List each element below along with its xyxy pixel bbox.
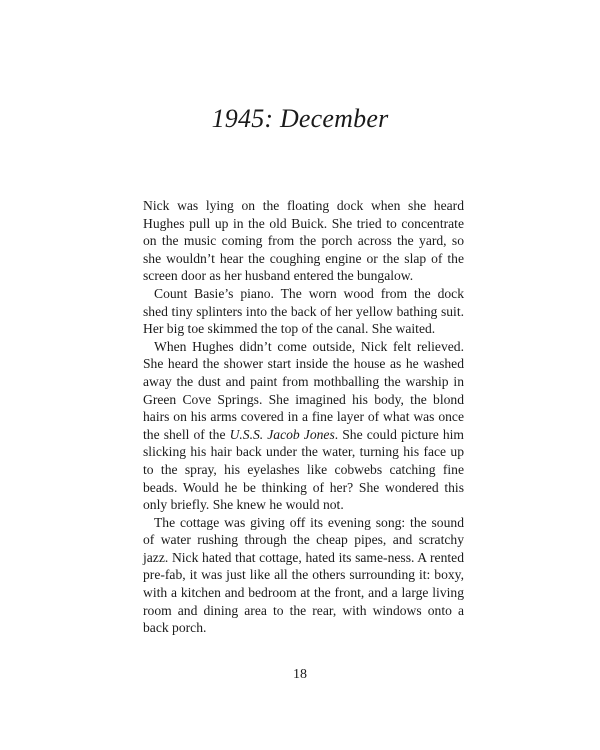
paragraph-3-text-a: When Hughes didn’t come outside, Nick felt relieved. She heard the shower start inside the house as he washed away the dust and paint from mothballing the warship in Green Cove Springs. She imagined his body, the blond hairs on his arms covered in a fine layer of what was once the shell of the xyxy=(143,338,464,442)
body-text xyxy=(143,197,464,637)
paragraph-1-text: Nick was lying on the floating dock when she heard Hughes pull up in the old Buick. She tried to concentrate on the music coming from the porch across the yard, so she wouldn’t hear the coughing engine or the slap of the screen door as her husband entered the bungalow. xyxy=(143,198,464,284)
paragraph-2-text: Count Basie’s piano. The worn wood from the dock shed tiny splinters into the back of her yellow bathing suit. Her big toe skimmed the top of the canal. She waited. xyxy=(143,285,464,337)
chapter-title: 1945: December xyxy=(211,104,389,133)
paragraph-2 xyxy=(143,285,464,338)
ship-name: U.S.S. Jacob Jones xyxy=(229,426,335,442)
paragraph-4-text: The cottage was giving off its evening song: the sound of water rushing through the cheap pipes, and scratchy jazz. Nick hated that cottage, hated its same-ness. A rented pre-fab, it was just like all the others surrounding it: boxy, with a kitchen and bedroom at the front, and a large living room and dining area to the rear, with windows onto a back porch. xyxy=(143,514,464,636)
page-number: 18 xyxy=(293,667,307,682)
paragraph-4 xyxy=(143,514,464,637)
paragraph-3-text-b: . She could picture him slicking his hair back under the water, turning his face up to the spray, his eyelashes like cobwebs catching fine beads. Would he be thinking of her? She wondered this only briefly. She knew he would not. xyxy=(143,426,464,513)
paragraph-3 xyxy=(143,338,464,514)
paragraph-1 xyxy=(143,197,464,285)
